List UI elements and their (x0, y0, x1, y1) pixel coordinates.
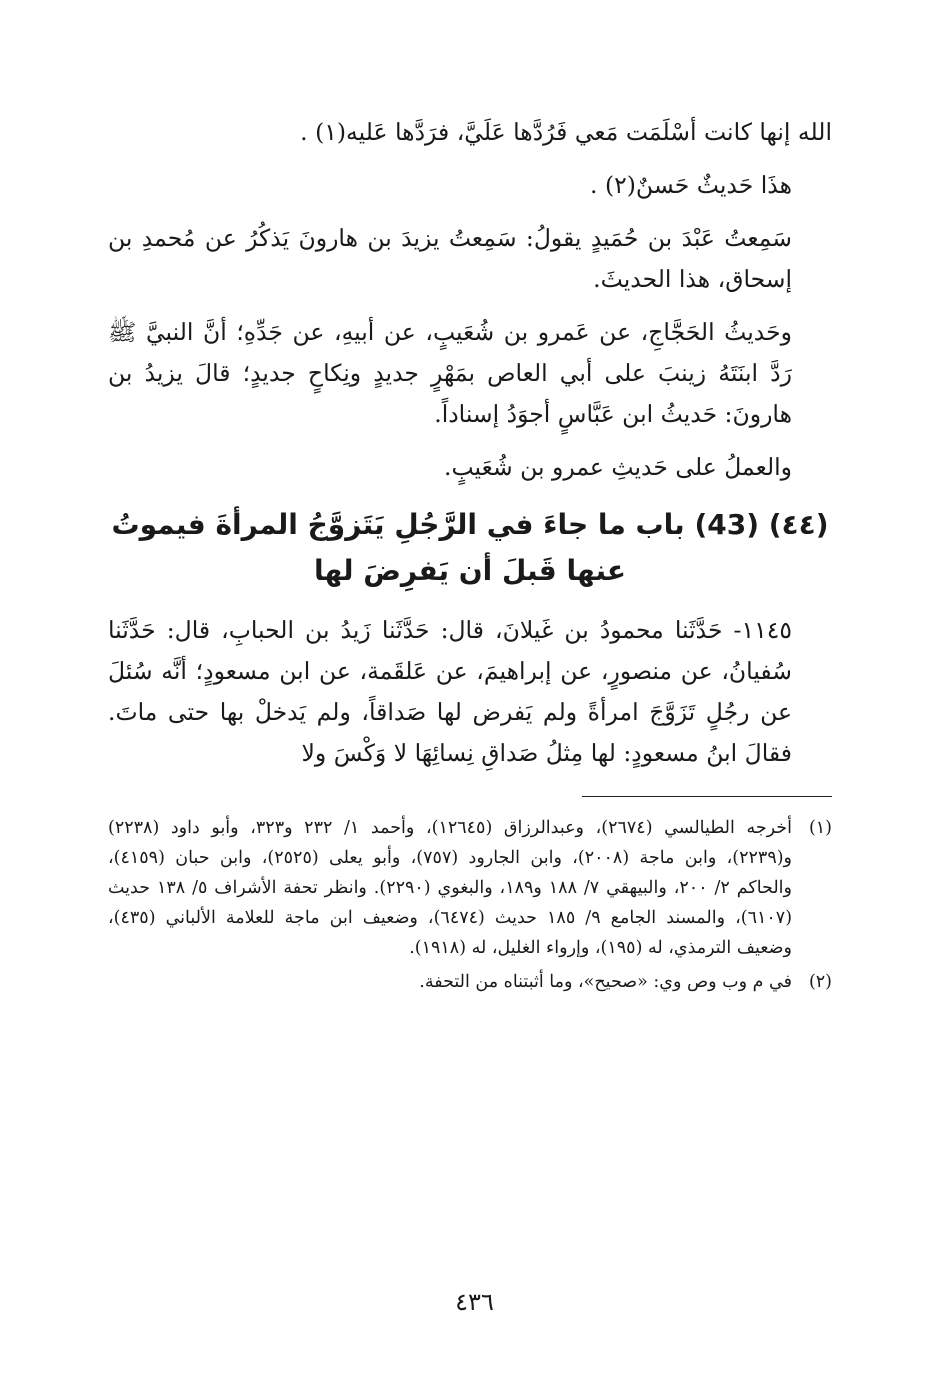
hadith-1145: ١١٤٥- حَدَّثَنا محمودُ بن غَيلانَ، قال: حَدَّثَنا زَيدُ بن الحبابِ، قال: حَدَّثَنا سُفيانُ، عن منصورٍ، عن إبراهيمَ، عن عَلقَمة، عن ابن مسعودٍ؛ أنَّه سُئلَ عن رجُلٍ تَزَوَّجَ امرأةً ولم يَفرض لها صَداقاً، ولم يَدخلْ بها حتى ماتَ. فقالَ ابنُ مسعودٍ: لها مِثلُ صَداقِ نِسائِهَا لا وَكْسَ ولا (108, 616, 792, 767)
footnote-text: أخرجه الطيالسي (٢٦٧٤)، وعبدالرزاق (١٢٦٤٥)، وأحمد ١/ ٢٣٢ و٣٢٣، وأبو داود (٢٢٣٨) و(٢٢٣٩)، وابن ماجة (٢٠٠٨)، وابن الجارود (٧٥٧)، وأبو يعلى (٢٥٢٥)، وابن حبان (٤١٥٩)، والحاكم ٢/ ٢٠٠، والبيهقي ٧/ ١٨٨ و١٨٩، والبغوي (٢٢٩٠). وانظر تحفة الأشراف ٥/ ١٣٨ حديث (٦١٠٧)، والمسند الجامع ٩/ ١٨٥ حديث (٦٤٧٤)، وضعيف ابن ماجة للعلامة الألباني (٤٣٥)، وضعيف الترمذي، له (١٩٥)، وإرواء الغليل، له (١٩١٨). (108, 818, 793, 958)
footnote-number: (٢) (808, 972, 832, 992)
paragraph-practice: والعملُ على حَديثِ عمرو بن شُعَيبٍ. (444, 453, 792, 481)
footnote-separator (582, 796, 832, 797)
footnote-number: (١) (808, 818, 832, 838)
chapter-heading: (٤٤) (43) باب ما جاءَ في الرَّجُلِ يَتَزوَّجُ المرأةَ فيموتُ عنها قَبلَ أن يَفرِضَ لها (111, 508, 829, 587)
paragraph-grading: هذَا حَديثٌ حَسنٌ(٢) . (590, 171, 792, 199)
paragraph-narration: سَمِعتُ عَبْدَ بن حُمَيدٍ يقولُ: سَمِعتُ يزيدَ بن هارونَ يَذكُرُ عن مُحمدِ بن إسحاق، هذا الحديثَ. (108, 224, 792, 293)
footnote-1 (108, 813, 832, 963)
paragraph-continuation: الله إنها كانت أسْلَمَت مَعي فَرُدَّها عَلَيَّ، فرَدَّها عَليه(١) . (300, 118, 832, 146)
page-body (108, 112, 832, 1001)
paragraph-hajjaj-hadith: وحَديثُ الحَجَّاجِ، عن عَمرو بن شُعَيبٍ، عن أبيهِ، عن جَدِّهِ؛ أنَّ النبيَّ ﷺ رَدَّ ابنَتَهُ زينبَ على أبي العاص بمَهْرٍ جديدٍ ونِكاحٍ جديدٍ؛ قالَ يزيدُ بن هارونَ: حَديثُ ابن عَبَّاسٍ أجوَدُ إسناداً. (108, 318, 792, 428)
footnote-2 (108, 967, 832, 997)
footnote-text: في م وب وص وي: «صحيح»، وما أثبتناه من التحفة. (419, 972, 792, 992)
page-number: ٤٣٦ (455, 1288, 494, 1316)
